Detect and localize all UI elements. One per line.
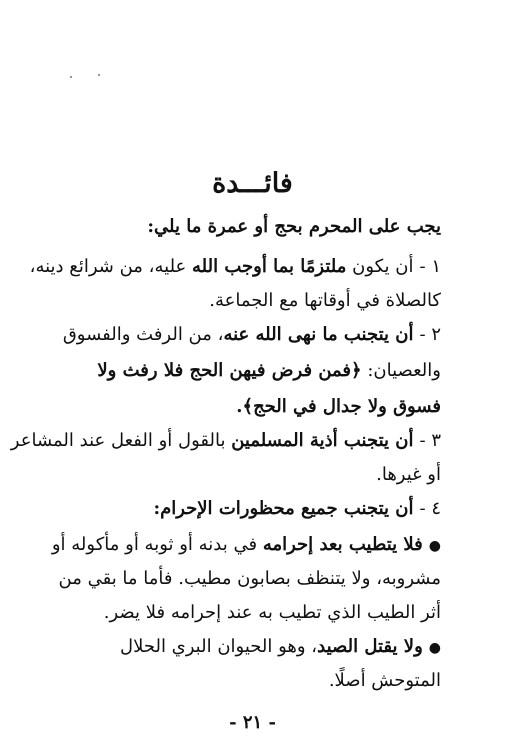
- section-title: فائـــدة: [212, 168, 293, 199]
- bullet-2-line-2: المتوحش أصلًا.: [328, 670, 441, 691]
- bullet-1-line-2: مشروبه، ولا يتنظف بصابون مطيب. فأما ما بقي من: [58, 568, 441, 589]
- item-1-line-2: كالصلاة في أوقاتها مع الجماعة.: [209, 290, 441, 311]
- item-2-line-1: ٢ -أن يتجنب ما نهى الله عنه، من الرفث والفسوق: [62, 324, 441, 345]
- item-1-line-1: ١ -أن يكون ملتزمًا بما أوجب الله عليه، من شرائع دينه،: [29, 256, 441, 277]
- bullet-dot-icon: ●: [428, 640, 441, 656]
- bullet-dot-icon: ●: [428, 538, 441, 554]
- intro-line: يجب على المحرم بحج أو عمرة ما يلي:: [147, 216, 441, 237]
- item-3-line-1: ٣ -أن يتجنب أذية المسلمين بالقول أو الفعل عند المشاعر: [10, 430, 441, 451]
- item-2-line-2: والعصيان: ﴿فمن فرض فيهن الحج فلا رفث ولا: [97, 360, 441, 381]
- page-number: - ٢١ -: [229, 712, 276, 733]
- item-3-line-2: أو غيرها.: [376, 464, 441, 485]
- bullet-1-line-3: أثر الطيب الذي تطيب به عند إحرامه فلا يضر.: [103, 602, 441, 623]
- page-speck: [70, 76, 72, 78]
- bullet-1-line-1: ●فلا يتطيب بعد إحرامه في بدنه أو ثوبه أو مأكوله أو: [51, 534, 441, 555]
- item-4-line-1: ٤ -أن يتجنب جميع محظورات الإحرام:: [153, 498, 441, 519]
- item-2-line-3: فسوق ولا جدال في الحج﴾.: [236, 396, 441, 417]
- page-speck: [98, 74, 100, 76]
- bullet-2-line-1: ●ولا يقتل الصيد، وهو الحيوان البري الحلال: [120, 636, 441, 657]
